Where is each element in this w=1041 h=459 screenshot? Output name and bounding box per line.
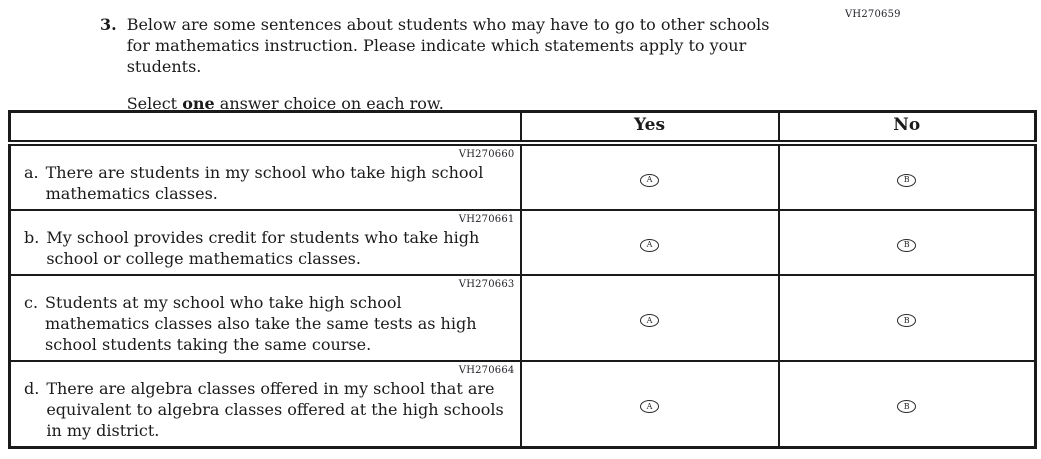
bubble-letter-yes-d: A	[646, 401, 653, 411]
answer-bubble-yes-d[interactable]	[640, 400, 659, 413]
row-statement-b: My school provides credit for students who take high school or college mathematics classes.	[46, 227, 480, 268]
bubble-letter-yes-a: A	[646, 175, 653, 185]
answer-bubble-no-b[interactable]	[897, 239, 916, 252]
yes-cell-d	[521, 361, 779, 448]
no-cell-b	[779, 210, 1036, 275]
bubble-letter-no-a: B	[903, 175, 910, 185]
question-text: Below are some sentences about students who may have to go to other schools for mathematics instruction. Please indicate which statements apply to your students.	[126, 15, 770, 76]
statement-cell-d	[10, 361, 521, 448]
instruction-bold-word: one	[182, 94, 215, 113]
no-cell-d	[779, 361, 1036, 448]
item-code-a: VH270660	[458, 148, 515, 160]
statement-cell-a	[10, 143, 521, 210]
item-code-d: VH270664	[458, 364, 515, 376]
no-cell-a	[779, 143, 1036, 210]
instruction-prefix: Select	[126, 94, 183, 113]
yes-cell-b	[521, 210, 779, 275]
answer-bubble-yes-a[interactable]	[640, 174, 659, 187]
header-no: No	[779, 112, 1036, 143]
header-statement-empty	[10, 112, 521, 143]
statement-b	[11, 225, 520, 274]
question-block	[100, 14, 800, 114]
no-cell-c	[779, 275, 1036, 361]
yes-cell-c	[521, 275, 779, 361]
row-statement-c: Students at my school who take high school mathematics classes also take the same tests as high school students taking the same course.	[45, 292, 477, 354]
question-number: 3.	[100, 15, 117, 34]
yes-cell-a	[521, 143, 779, 210]
row-label-a: a.	[24, 162, 39, 182]
bubble-letter-no-c: B	[903, 315, 910, 325]
statement-d	[11, 376, 520, 446]
table-row-b	[10, 210, 1036, 275]
table-row-a	[10, 143, 1036, 210]
table-row-c	[10, 275, 1036, 361]
answer-bubble-no-a[interactable]	[897, 174, 916, 187]
table-row-d	[10, 361, 1036, 448]
item-code-top: VH270659	[845, 9, 901, 20]
statement-a	[11, 160, 520, 209]
bubble-letter-no-b: B	[903, 240, 910, 250]
question-body	[127, 14, 800, 114]
answer-bubble-no-c[interactable]	[897, 314, 916, 327]
answer-bubble-yes-c[interactable]	[640, 314, 659, 327]
item-code-b: VH270661	[458, 213, 515, 225]
bubble-letter-yes-c: A	[646, 315, 653, 325]
instruction-suffix: answer choice on each row.	[214, 94, 444, 113]
statement-cell-b	[10, 210, 521, 275]
row-statement-d: There are algebra classes offered in my school that are equivalent to algebra classes offered at the high schools in my district.	[46, 378, 504, 440]
row-label-d: d.	[24, 378, 40, 398]
statement-c	[11, 290, 520, 360]
bubble-letter-no-d: B	[903, 401, 910, 411]
row-label-b: b.	[24, 227, 40, 247]
bubble-letter-yes-b: A	[646, 240, 653, 250]
statement-cell-c	[10, 275, 521, 361]
item-code-c: VH270663	[458, 278, 515, 290]
row-statement-a: There are students in my school who take high school mathematics classes.	[45, 162, 484, 203]
answer-bubble-no-d[interactable]	[897, 400, 916, 413]
answer-grid	[8, 110, 1037, 449]
header-yes: Yes	[521, 112, 779, 143]
row-label-c: c.	[24, 292, 39, 312]
header-row	[10, 112, 1036, 143]
answer-bubble-yes-b[interactable]	[640, 239, 659, 252]
